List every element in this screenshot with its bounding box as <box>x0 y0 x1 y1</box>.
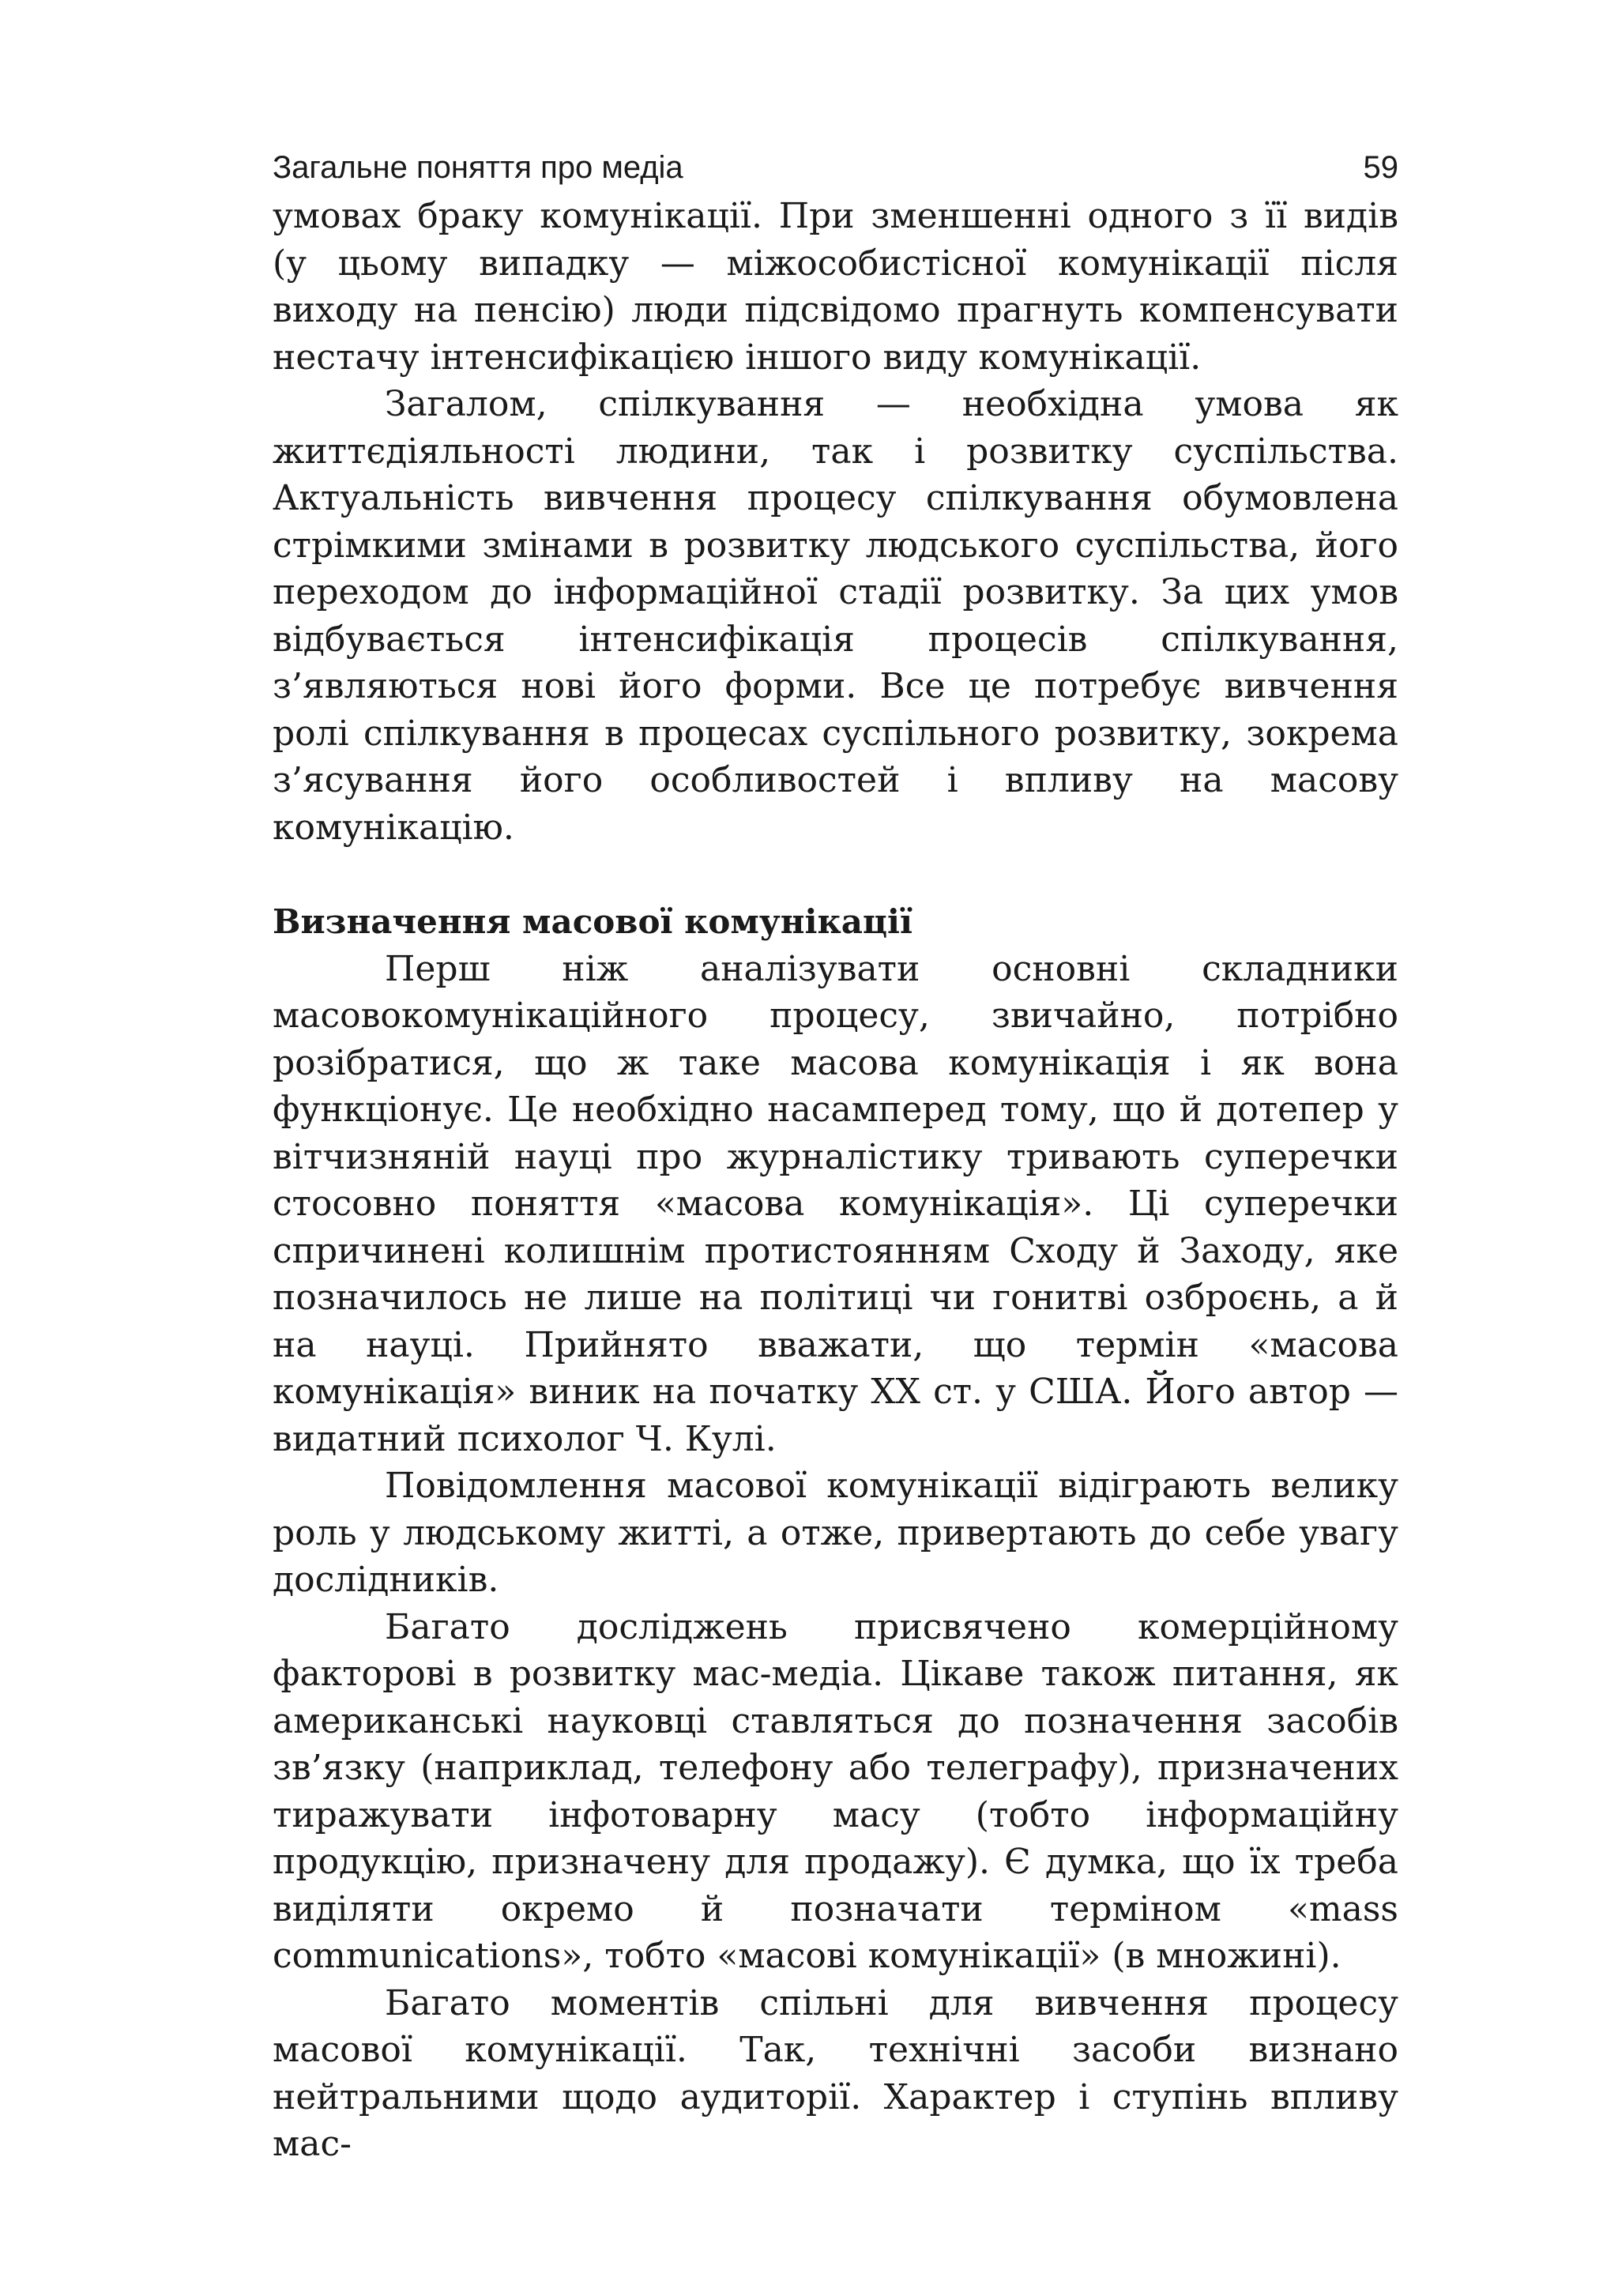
page-number: 59 <box>1363 150 1398 185</box>
running-header <box>273 142 1398 193</box>
body-text <box>273 193 1398 2168</box>
paragraph: Загалом, спілкування — необхідна умова як життєдіяльності людини, так і розвитку суспільства. Актуальність вивчення процесу спілкування обумовлена стрімкими змінами в розвитку людського суспільства, його переходом до інформаційної стадії розвитку. За цих умов відбувається інтенсифікація процесів спілкування, з’являються нові його форми. Все це потребує вивчення ролі спілкування в процесах суспільного розвитку, зокрема з’ясування його особливостей і впливу на масову комунікацію. <box>273 384 1398 848</box>
section-heading: Визначення масової комунікації <box>273 902 912 941</box>
paragraph: Повідомлення масової комунікації відіграють велику роль у людському житті, а отже, привертають до себе увагу дослідників. <box>273 1466 1398 1600</box>
paragraph: Багато досліджень присвячено комерційному факторові в розвитку мас-медіа. Цікаве також питання, як американські науковці ставляться до позначення засобів зв’язку (наприклад, телефону або телеграфу), призначених тиражувати інфотоварну масу (тобто інформаційну продукцію, призначену для продажу). Є думка, що їх треба виділяти окремо й позначати терміном «mass communications», тобто «масові комунікації» (в множині). <box>273 1606 1398 1976</box>
section-spacer <box>273 851 1398 898</box>
chapter-title: Загальне поняття про медіа <box>273 150 683 185</box>
paragraph: Багато моментів спільні для вивчення процесу масової комунікації. Так, технічні засоби визнано нейтральними щодо аудиторії. Характер і ступінь впливу мас- <box>273 1982 1398 2164</box>
book-page <box>273 142 1398 2168</box>
paragraph: умовах браку комунікації. При зменшенні одного з її видів (у цьому випадку — міжособистісної комунікації після виходу на пенсію) люди підсвідомо прагнуть компенсувати нестачу інтенсифікацією іншого виду комунікації. <box>273 196 1398 378</box>
paragraph: Перш ніж аналізувати основні складники масовокомунікаційного процесу, звичайно, потрібно розібратися, що ж таке масова комунікація і як вона функціонує. Це необхідно насамперед тому, що й дотепер у вітчизняній науці про журналістику тривають суперечки стосовно поняття «масова комунікація». Ці суперечки спричинені колишнім протистоянням Сходу й Заходу, яке позначилось не лише на політиці чи гонитві озброєнь, а й на науці. Прийнято вважати, що термін «масова комунікація» виник на початку XX ст. у США. Його автор — видатний психолог Ч. Кулі. <box>273 948 1398 1459</box>
